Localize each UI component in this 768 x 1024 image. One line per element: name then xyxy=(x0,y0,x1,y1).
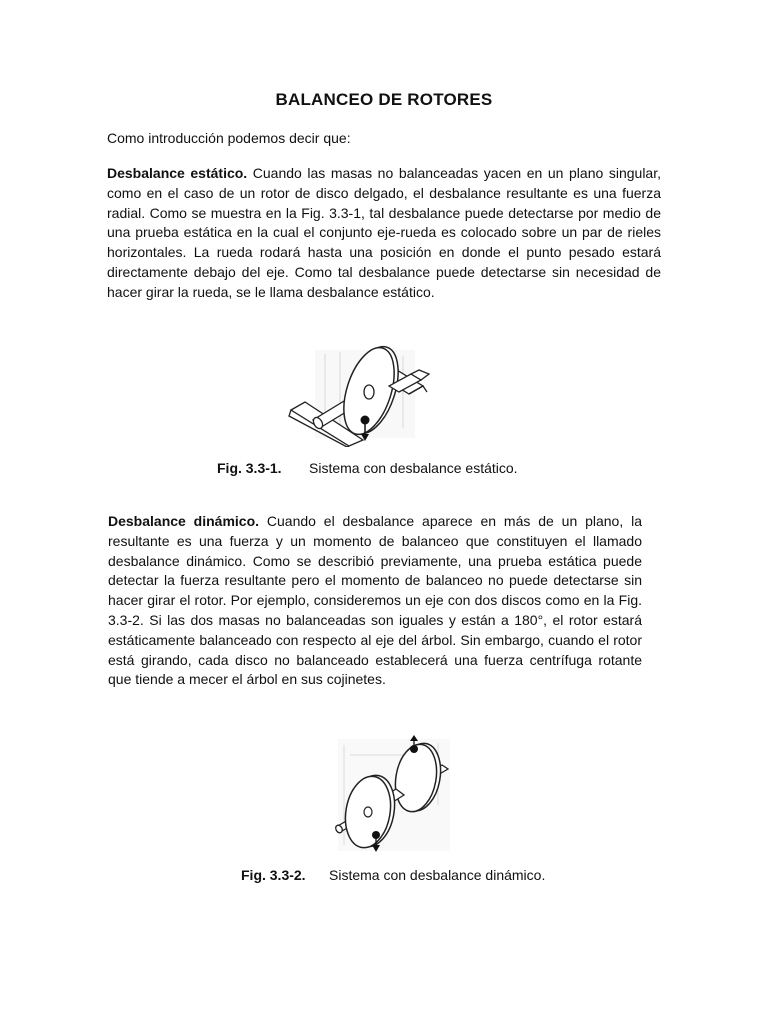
dynamic-unbalance-paragraph xyxy=(108,512,642,690)
figure1-caption xyxy=(217,460,518,476)
static-unbalance-text: Cuando las masas no balanceadas yacen en un plano singular, como en el caso de un rotor de disco delgado, el desbalance resultante es una fuerza radial. Como se muestra en la Fig. 3.3-1, tal desbalance puede detectarse por medio de una prueba estática en la cual el conjunto eje-rueda es colocado sobre un par de rieles horizontales. La rueda rodará hasta una posición en donde el punto pesado estará directamente debajo del eje. Como tal desbalance puede detectarse sin necesidad de hacer girar la rueda, se le llama desbalance estático. xyxy=(107,165,661,300)
page-title: BALANCEO DE ROTORES xyxy=(275,90,493,109)
dynamic-unbalance-illustration xyxy=(330,735,455,855)
dynamic-unbalance-text: Cuando el desbalance aparece en más de un plano, la resultante es una fuerza y un momento de balanceo que constituyen el llamado desbalance dinámico. Como se describió previamente, una prueba estática puede detectar la fuerza resultante pero el momento de balanceo no puede detectarse sin hacer girar el rotor. Por ejemplo, consideremos un eje con dos discos como en la Fig. 3.3-2. Si las dos masas no balanceadas son iguales y están a 180°, el rotor estará estáticamente balanceado con respecto al eje del árbol. Sin embargo, cuando el rotor está girando, cada disco no balanceado establecerá una fuerza centrífuga rotante que tiende a mecer el árbol en sus cojinetes. xyxy=(108,513,642,688)
figure-static-unbalance xyxy=(285,342,435,447)
figure1-caption-text: Sistema con desbalance estático. xyxy=(309,460,518,476)
static-unbalance-paragraph xyxy=(107,164,661,303)
figure-dynamic-unbalance xyxy=(330,735,455,855)
static-unbalance-illustration xyxy=(285,342,435,447)
figure1-number: Fig. 3.3-1. xyxy=(217,460,282,476)
static-unbalance-term: Desbalance estático. xyxy=(107,165,248,181)
figure2-caption xyxy=(241,867,545,883)
figure2-caption-text: Sistema con desbalance dinámico. xyxy=(329,867,546,883)
figure2-number: Fig. 3.3-2. xyxy=(241,867,306,883)
intro-text: Como introducción podemos decir que: xyxy=(107,130,351,146)
dynamic-unbalance-term: Desbalance dinámico. xyxy=(108,513,260,529)
